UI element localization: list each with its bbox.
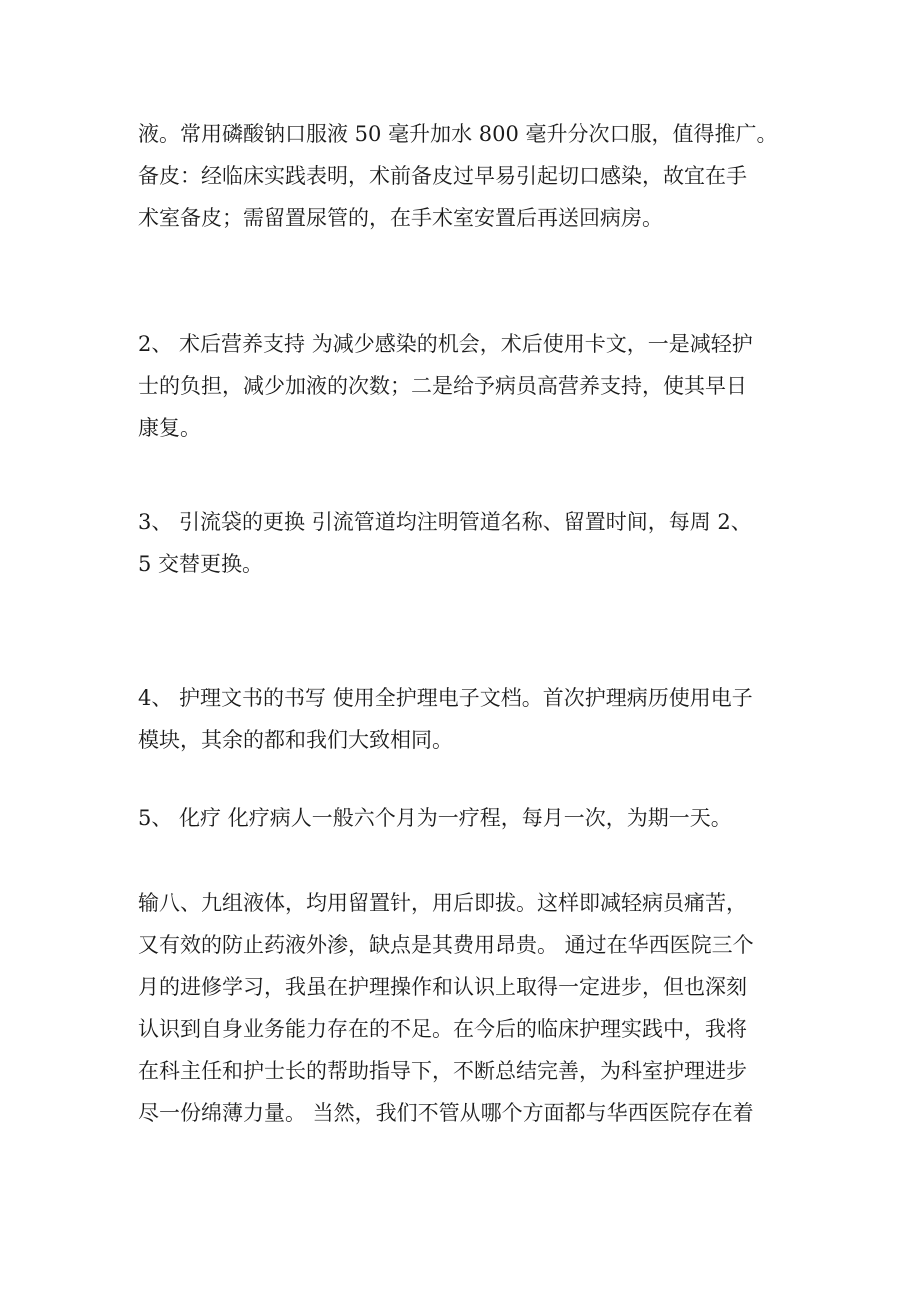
text-line: 术室备皮；需留置尿管的，在手术室安置后再送回病房。	[138, 206, 663, 230]
text-line: 2、 术后营养支持 为减少感染的机会，术后使用卡文，一是减轻护	[138, 332, 753, 356]
text-line: 4、 护理文书的书写 使用全护理电子文档。首次护理病历使用电子	[138, 686, 753, 710]
text-line: 备皮：经临床实践表明，术前备皮过早易引起切口感染，故宜在手	[138, 164, 747, 188]
text-line: 康复。	[138, 416, 201, 440]
text-line: 5 交替更换。	[138, 552, 264, 576]
paragraph-postoperative-nutrition	[138, 323, 788, 449]
paragraph-nursing-documentation	[138, 677, 788, 761]
text-line: 模块，其余的都和我们大致相同。	[138, 728, 453, 752]
text-line: 又有效的防止药液外渗，缺点是其费用昂贵。 通过在华西医院三个	[138, 933, 754, 957]
text-line: 月的进修学习，我虽在护理操作和认识上取得一定进步，但也深刻	[138, 975, 747, 999]
text-line: 输八、九组液体，均用留置针，用后即拔。这样即减轻病员痛苦，	[138, 891, 747, 915]
text-line: 液。常用磷酸钠口服液 50 毫升加水 800 毫升分次口服，值得推广。	[138, 122, 778, 146]
text-line: 5、 化疗 化疗病人一般六个月为一疗程，每月一次，为期一天。	[138, 806, 732, 830]
paragraph-infusion-and-summary	[138, 882, 788, 1134]
text-line: 认识到自身业务能力存在的不足。在今后的临床护理实践中，我将	[138, 1017, 747, 1041]
paragraph-chemotherapy	[138, 797, 788, 839]
text-line: 在科主任和护士长的帮助指导下，不断总结完善，为科室护理进步	[138, 1059, 747, 1083]
text-line: 3、 引流袋的更换 引流管道均注明管道名称、留置时间，每周 2、	[138, 510, 752, 534]
paragraph-drainage-bag-replacement	[138, 501, 788, 585]
text-line: 尽一份绵薄力量。 当然，我们不管从哪个方面都与华西医院存在着	[138, 1101, 754, 1125]
text-line: 士的负担，减少加液的次数；二是给予病员高营养支持，使其早日	[138, 374, 747, 398]
paragraph-bowel-prep-and-skin-prep	[138, 113, 788, 239]
